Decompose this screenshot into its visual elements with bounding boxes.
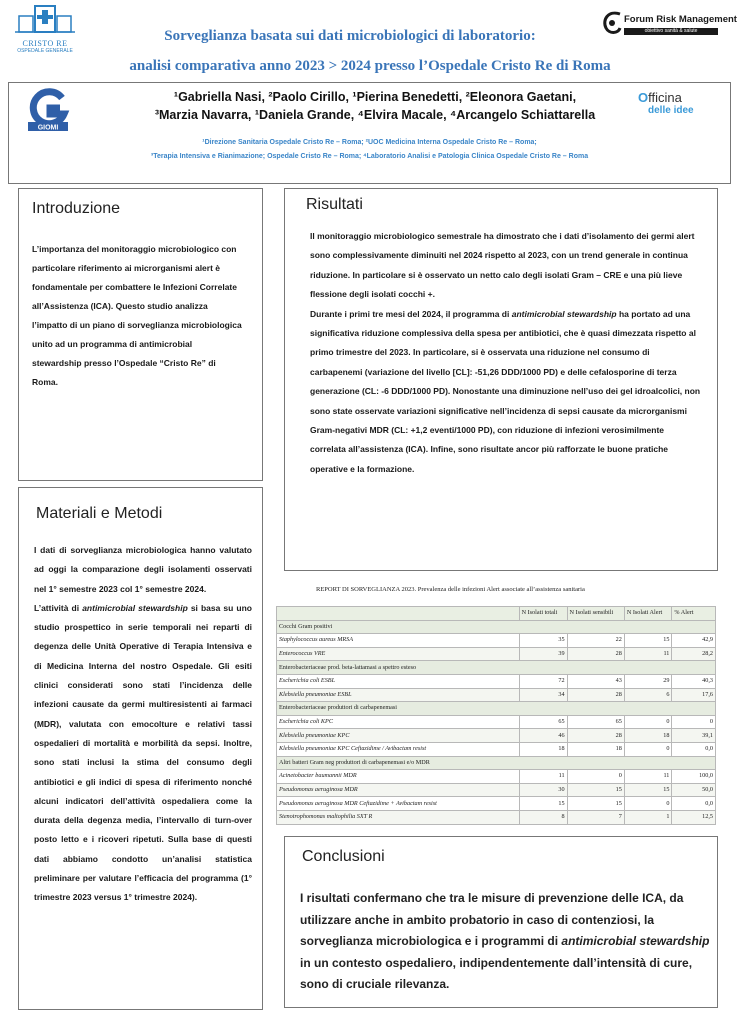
report-organism-cell: Acinetobacter baumannii MDR — [277, 770, 520, 784]
report-column-header — [277, 607, 520, 621]
report-value-cell: 43 — [567, 674, 624, 688]
report-value-cell: 34 — [519, 688, 567, 702]
report-value-cell: 17,6 — [672, 688, 716, 702]
report-value-cell: 39,1 — [672, 729, 716, 743]
report-value-cell: 72 — [519, 674, 567, 688]
report-value-cell: 42,9 — [672, 634, 716, 648]
cristo-re-logo — [10, 4, 80, 60]
methods-title: Materiali e Metodi — [36, 505, 163, 522]
report-value-cell: 28,2 — [672, 647, 716, 661]
results-p2-start: Durante i primi tre mesi del 2024, il programma di — [310, 308, 512, 319]
report-value-cell: 0 — [624, 797, 672, 811]
report-value-cell: 0,0 — [672, 797, 716, 811]
report-group-label: Altri batteri Gram neg produttori di carbapenemasi e/o MDR — [277, 756, 716, 770]
report-organism-cell: Escherichia coli KPC — [277, 715, 520, 729]
report-value-cell: 1 — [624, 810, 672, 824]
giomi-logo — [26, 88, 70, 132]
report-value-cell: 15 — [624, 783, 672, 797]
report-organism-cell: Pseudomonas aeruginosa MDR Ceftazidime + Avibactam resist — [277, 797, 520, 811]
report-group-row — [277, 620, 716, 634]
report-data-row — [277, 688, 716, 702]
results-paragraph-1: Il monitoraggio microbiologico semestrale ha dimostrato che i dati d’isolamento dei germi alert sono complessivamente diminuiti nel 2024 rispetto al 2023, con un trend generale in continua riduzione. In particolare si è osservato un netto calo degli isolati Gram – CRE e una più lieve flessione degli isolati cocchi +. — [310, 231, 695, 300]
report-value-cell: 28 — [567, 729, 624, 743]
report-column-header: % Alert — [672, 607, 716, 621]
report-value-cell: 15 — [567, 797, 624, 811]
conclusions-start: I risultati confermano che tra le misure di prevenzione delle ICA, da utilizzare anche in ambito probatorio in caso di contenziosi, la sorveglianza microbiologica e i programmi di — [300, 891, 684, 948]
report-value-cell: 30 — [519, 783, 567, 797]
report-value-cell: 46 — [519, 729, 567, 743]
report-value-cell: 18 — [519, 742, 567, 756]
results-p2-emphasis: antimicrobial stewardship — [511, 308, 617, 319]
methods-p2-end: si basa su uno studio prospettico in serie temporali nei reparti di degenza delle Unità Operative di Terapia Intensiva e di Medicina Interna del nostro Ospedale. Gli esiti clinici considerati sono stati l’incidenza delle infezioni causate da germi multiresistenti ai farmaci (MDR), valutata con emocolture e relativi tassi ospedalieri di mortalità e morbilità da sepsi. Inoltre, sono stati inclusi la stima del consumo degli antibiotici e gli indici di spesa di riferimento nonché alcuni indicatori dell’attività ospedaliera come la durata della degenza media, l’intervallo di turn-over posto letto e i ricoveri ripetuti. Sulla base di questi dati abbiamo condotto un’analisi statistica preliminare per valutare l’efficacia del programma (1° trimestre 2023 versus 1° trimestre 2024). — [34, 602, 253, 903]
report-data-row — [277, 715, 716, 729]
authors-line2: ³Marzia Navarra, ¹Daniela Grande, ⁴Elvira Macale, ⁴Arcangelo Schiattarella — [154, 108, 596, 122]
frm-logo-name: Forum Risk Management — [624, 14, 737, 25]
officina-tag: delle idee — [648, 105, 694, 116]
report-column-header: N Isolati totali — [519, 607, 567, 621]
report-organism-cell: Klebsiella pneumoniae ESBL — [277, 688, 520, 702]
report-group-row — [277, 702, 716, 716]
report-data-row — [277, 674, 716, 688]
report-value-cell: 6 — [624, 688, 672, 702]
report-organism-cell: Escherichia coli ESBL — [277, 674, 520, 688]
affiliations-line2: ³Terapia Intensiva e Rianimazione; Ospedale Cristo Re – Roma; ⁴Laboratorio Analisi e Patologia Clinica Ospedale Cristo Re – Roma — [150, 153, 589, 160]
report-value-cell: 8 — [519, 810, 567, 824]
report-value-cell: 22 — [567, 634, 624, 648]
results-paragraph-2 — [310, 305, 702, 480]
hospital-building-icon — [15, 4, 75, 34]
report-data-row — [277, 770, 716, 784]
report-value-cell: 15 — [624, 634, 672, 648]
poster-title-line2: analisi comparativa anno 2023 > 2024 presso l’Ospedale Cristo Re di Roma — [129, 58, 611, 74]
report-value-cell: 35 — [519, 634, 567, 648]
officina-name: fficina — [648, 90, 682, 105]
report-value-cell: 15 — [519, 797, 567, 811]
report-group-row — [277, 756, 716, 770]
intro-title: Introduzione — [32, 200, 121, 217]
report-value-cell: 0 — [624, 742, 672, 756]
report-data-row — [277, 783, 716, 797]
authors-line1: ¹Gabriella Nasi, ²Paolo Cirillo, ¹Pierina Benedetti, ²Eleonora Gaetani, — [173, 90, 577, 104]
report-value-cell: 11 — [624, 770, 672, 784]
report-data-row — [277, 729, 716, 743]
forum-risk-management-logo — [600, 6, 737, 52]
methods-text — [34, 541, 252, 908]
report-organism-cell: Enterococcus VRE — [277, 647, 520, 661]
logo-left-name: CRISTO RE — [22, 39, 68, 48]
report-value-cell: 29 — [624, 674, 672, 688]
affiliations-line1: ¹Direzione Sanitaria Ospedale Cristo Re – Roma; ²UOC Medicina Interna Ospedale Cristo Re – Roma; — [202, 139, 537, 146]
report-group-label: Enterobacteriaceae prod. beta-lattamasi a spettro esteso — [277, 661, 716, 675]
report-value-cell: 28 — [567, 688, 624, 702]
report-organism-cell: Klebsiella pneumoniae KPC Ceftazidime / Avibactam resist — [277, 742, 520, 756]
methods-paragraph-2 — [34, 599, 252, 908]
report-data-row — [277, 634, 716, 648]
report-value-cell: 50,0 — [672, 783, 716, 797]
report-value-cell: 65 — [567, 715, 624, 729]
report-value-cell: 0 — [672, 715, 716, 729]
report-table — [276, 606, 716, 825]
report-value-cell: 0 — [624, 715, 672, 729]
report-value-cell: 11 — [624, 647, 672, 661]
report-value-cell: 0,0 — [672, 742, 716, 756]
poster-title-line1: Sorveglianza basata sui dati microbiologici di laboratorio: — [164, 28, 536, 44]
conclusions-end: in un contesto ospedaliero, indipendentemente dall’intensità di cure, sono di cruciale rilevanza. — [300, 955, 693, 991]
logo-left-sub: OSPEDALE GENERALE — [17, 48, 73, 54]
report-header-row — [277, 607, 716, 621]
report-data-row — [277, 742, 716, 756]
report-value-cell: 15 — [567, 783, 624, 797]
officina-bulb-icon: O — [638, 90, 649, 105]
report-data-row — [277, 810, 716, 824]
conclusions-title: Conclusioni — [302, 848, 385, 865]
report-title: REPORT DI SORVEGLIANZA 2023. Prevalenza delle infezioni Alert associate all’assistenza sanitaria — [316, 586, 585, 593]
report-organism-cell: Pseudomonas aeruginosa MDR — [277, 783, 520, 797]
intro-text: L’importanza del monitoraggio microbiologico con particolare riferimento ai microrganismi alert è fondamentale per combattere le Infezioni Correlate all’Assistenza (ICA). Questo studio analizza l’impatto di un piano di sorveglianza microbiologica unito ad un programma di antimicrobial stewardship presso l’Ospedale “Cristo Re” di Roma. — [32, 244, 242, 387]
conclusions-text — [300, 888, 714, 996]
report-value-cell: 65 — [519, 715, 567, 729]
report-value-cell: 18 — [567, 742, 624, 756]
results-title: Risultati — [306, 196, 363, 213]
report-data-row — [277, 797, 716, 811]
frm-swirl-icon — [600, 8, 624, 40]
methods-paragraph-1: I dati di sorveglianza microbiologica hanno valutato ad oggi la comparazione degli isolamenti osservati nel 1° semestre 2023 col 1° semestre 2024. — [34, 545, 252, 594]
report-value-cell: 39 — [519, 647, 567, 661]
report-value-cell: 7 — [567, 810, 624, 824]
report-value-cell: 28 — [567, 647, 624, 661]
methods-p2-emphasis: antimicrobial stewardship — [82, 602, 188, 613]
report-group-row — [277, 661, 716, 675]
methods-p2-start: L’attività di — [34, 602, 83, 613]
officina-delle-idee-logo — [638, 90, 718, 120]
results-text — [310, 227, 702, 479]
report-group-label: Enterobacteriaceae produttori di carbapenemasi — [277, 702, 716, 716]
report-data-row — [277, 647, 716, 661]
results-p2-end: ha portato ad una significativa riduzione complessiva della spesa per antibiotici, che è quasi dimezzata rispetto al primo trimestre del 2023. In particolare, si è osservata una riduzione nel consumo di carbapenemi (variazione del livello [CL]: -51,26 DDD/1000 PD) e delle cefalosporine di terza generazione (CL: -6 DDD/1000 PD). Nonostante una diminuzione nell’uso dei gel idroalcolici, non sono state osservate variazioni significative nell’incidenza di sepsi causate da microrganismi Gram-negativi MDR (CL: +1,2 eventi/1000 PD), con riduzione di infezioni verosimilmente correlata all’assistenza (ICA). Infine, sono risultate ancor più rafforzate le buone pratiche operative e la formazione. — [310, 308, 701, 474]
report-value-cell: 100,0 — [672, 770, 716, 784]
report-column-header: N Isolati sensibili — [567, 607, 624, 621]
report-organism-cell: Klebsiella pneumoniae KPC — [277, 729, 520, 743]
report-value-cell: 18 — [624, 729, 672, 743]
report-column-header: N Isolati Alert — [624, 607, 672, 621]
giomi-label: GIOMI — [37, 124, 59, 132]
report-organism-cell: Stenotrophomonas maltophilia SXT R — [277, 810, 520, 824]
report-group-label: Cocchi Gram positivi — [277, 620, 716, 634]
report-value-cell: 40,3 — [672, 674, 716, 688]
frm-logo-tag: obiettivo sanità & salute — [624, 28, 718, 35]
report-value-cell: 11 — [519, 770, 567, 784]
report-value-cell: 12,5 — [672, 810, 716, 824]
report-value-cell: 0 — [567, 770, 624, 784]
giomi-g-icon — [26, 88, 70, 132]
conclusions-emphasis: antimicrobial stewardship — [561, 934, 710, 948]
report-organism-cell: Staphylococcus aureus MRSA — [277, 634, 520, 648]
